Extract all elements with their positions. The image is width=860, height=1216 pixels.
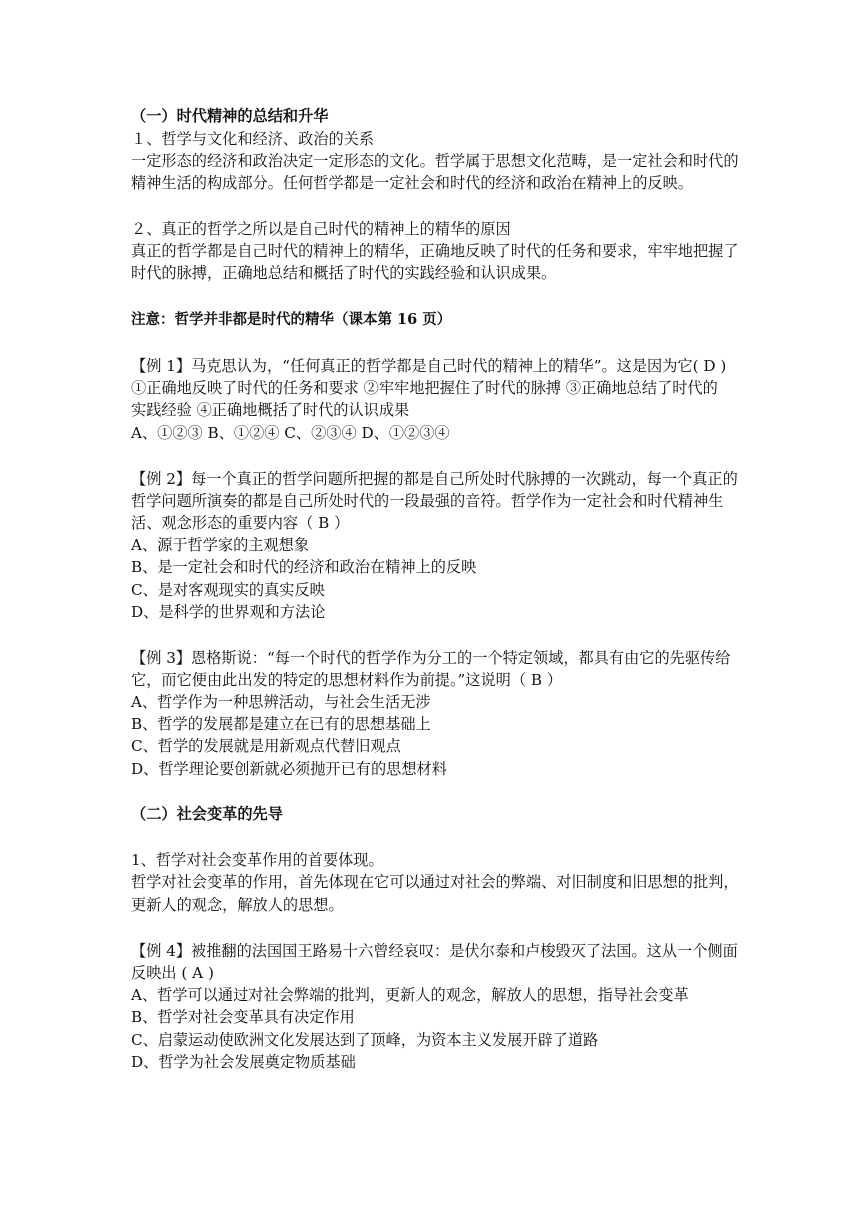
example-3-line: 它，而它便由此出发的特定的思想材料作为前提。”这说明（ B ）: [131, 671, 563, 689]
example-2-option-c: C、是对客观现实的真实反映: [131, 581, 325, 599]
paragraph-line: 一定形态的经济和政治决定一定形态的文化。哲学属于思想文化范畴，是一定社会和时代的: [131, 152, 739, 170]
example-3-option-b: B、哲学的发展都是建立在已有的思想基础上: [131, 715, 431, 733]
example-4-option-b: B、哲学对社会变革具有决定作用: [131, 1008, 355, 1026]
point-3-heading: 1、哲学对社会变革作用的首要体现。: [131, 851, 384, 869]
example-2-option-b: B、是一定社会和时代的经济和政治在精神上的反映: [131, 558, 477, 576]
paragraph-line: 精神生活的构成部分。任何哲学都是一定社会和时代的经济和政治在精神上的反映。: [131, 174, 693, 192]
example-1-line: 实践经验 ④正确地概括了时代的认识成果: [131, 401, 410, 419]
example-4-option-c: C、启蒙运动使欧洲文化发展达到了顶峰，为资本主义发展开辟了道路: [131, 1031, 599, 1049]
example-2-line: 【例 2】每一个真正的哲学问题所把握的都是自己所处时代脉搏的一次跳动，每一个真正的: [131, 470, 738, 488]
paragraph-line: 哲学对社会变革的作用，首先体现在它可以通过对社会的弊端、对旧制度和旧思想的批判，: [131, 873, 739, 891]
example-2-line: 哲学问题所演奏的都是自己所处时代的一段最强的音符。哲学作为一定社会和时代精神生: [131, 492, 724, 510]
section-title-1: （一）时代精神的总结和升华: [131, 107, 329, 125]
point-2-heading: ２、真正的哲学之所以是自己时代的精神上的精华的原因: [131, 220, 511, 238]
paragraph-line: 真正的哲学都是自己时代的精神上的精华，正确地反映了时代的任务和要求，牢牢地把握了: [131, 242, 739, 260]
example-3-line: 【例 3】恩格斯说：“每一个时代的哲学作为分工的一个特定领域，都具有由它的先驱传给: [131, 649, 731, 667]
example-2-option-d: D、是科学的世界观和方法论: [131, 603, 326, 621]
example-4-line: 【例 4】被推翻的法国国王路易十六曾经哀叹：是伏尔泰和卢梭毁灭了法国。这从一个侧面: [131, 942, 738, 960]
example-1-line: ①正确地反映了时代的任务和要求 ②牢牢地把握住了时代的脉搏 ③正确地总结了时代的: [131, 379, 718, 397]
example-4-option-a: A、哲学可以通过对社会弊端的批判，更新人的观念，解放人的思想，指导社会变革: [131, 986, 689, 1004]
example-4-option-d: D、哲学为社会发展奠定物质基础: [131, 1053, 356, 1071]
example-1-options: A、①②③ B、①②④ C、②③④ D、①②③④: [131, 424, 450, 442]
example-3-option-a: A、哲学作为一种思辨活动，与社会生活无涉: [131, 693, 431, 711]
example-4-line: 反映出 ( A ): [131, 964, 214, 982]
section-title-2: （二）社会变革的先导: [131, 805, 283, 823]
example-2-option-a: A、源于哲学家的主观想象: [131, 536, 310, 554]
example-3-option-c: C、哲学的发展就是用新观点代替旧观点: [131, 737, 401, 755]
example-3-option-d: D、哲学理论要创新就必须抛开已有的思想材料: [131, 760, 447, 778]
point-1-heading: １、哲学与文化和经济、政治的关系: [131, 130, 374, 148]
example-2-line: 活、观念形态的重要内容（ B ）: [131, 514, 350, 532]
example-1-line: 【例 1】马克思认为，“任何真正的哲学都是自己时代的精神上的精华”。这是因为它( D ): [131, 357, 727, 375]
note: 注意：哲学并非都是时代的精华（课本第 16 页）: [131, 311, 452, 328]
paragraph-line: 更新人的观念，解放人的思想。: [131, 896, 344, 914]
paragraph-line: 时代的脉搏，正确地总结和概括了时代的实践经验和认识成果。: [131, 264, 557, 282]
